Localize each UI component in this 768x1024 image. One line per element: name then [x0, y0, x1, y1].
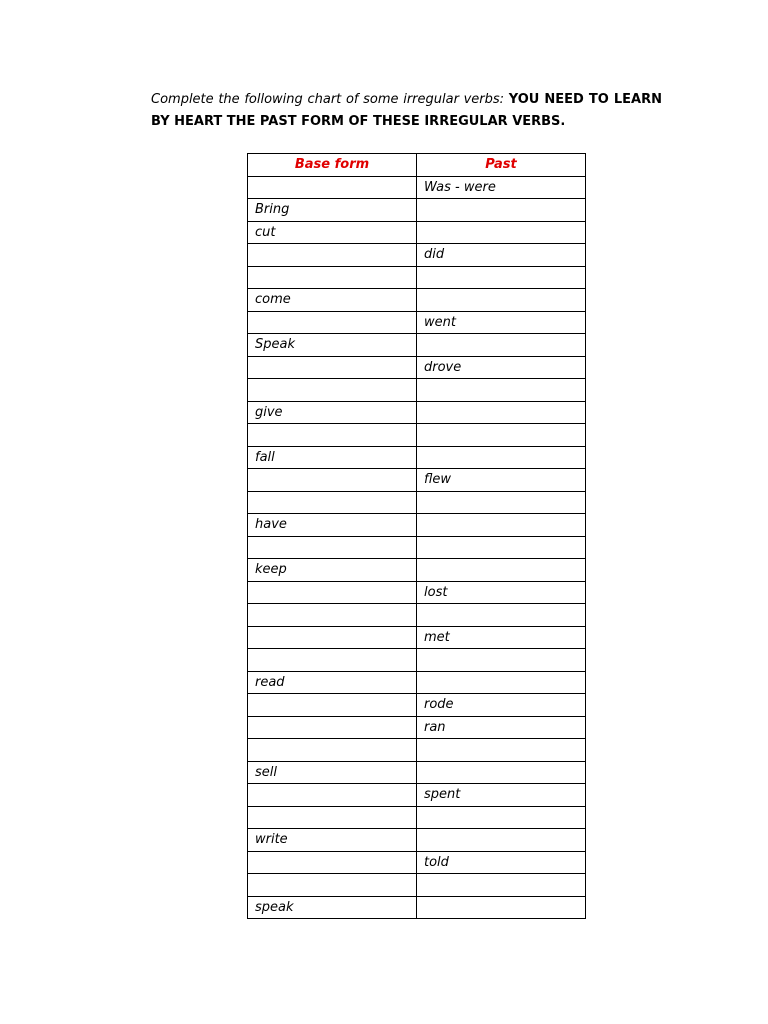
past-form-cell[interactable] — [417, 874, 586, 897]
instructions-emphasis: YOU NEED TO LEARN BY HEART THE PAST FORM OF THESE IRREGULAR VERBS. — [151, 92, 662, 129]
past-form-cell[interactable] — [417, 559, 586, 582]
base-form-cell[interactable]: have — [248, 514, 417, 537]
table-row — [248, 221, 586, 244]
irregular-verbs-table — [247, 153, 586, 919]
past-form-cell[interactable] — [417, 739, 586, 762]
table-row — [248, 491, 586, 514]
instructions-intro: Complete the following chart of some irregular verbs: — [151, 92, 505, 107]
table-row — [248, 739, 586, 762]
base-form-cell[interactable] — [248, 424, 417, 447]
table-row — [248, 896, 586, 919]
base-form-cell[interactable]: write — [248, 829, 417, 852]
base-form-cell[interactable] — [248, 266, 417, 289]
past-form-cell[interactable] — [417, 221, 586, 244]
base-form-cell[interactable] — [248, 244, 417, 267]
table-row — [248, 289, 586, 312]
past-form-cell[interactable] — [417, 266, 586, 289]
past-form-cell[interactable] — [417, 401, 586, 424]
past-form-cell[interactable] — [417, 671, 586, 694]
past-form-cell[interactable]: flew — [417, 469, 586, 492]
past-form-cell[interactable]: rode — [417, 694, 586, 717]
base-form-cell[interactable] — [248, 784, 417, 807]
table-row — [248, 334, 586, 357]
past-form-cell[interactable]: spent — [417, 784, 586, 807]
table-row — [248, 874, 586, 897]
instructions-paragraph — [151, 89, 662, 133]
past-form-cell[interactable]: lost — [417, 581, 586, 604]
table-body — [248, 176, 586, 919]
base-form-cell[interactable] — [248, 581, 417, 604]
base-form-cell[interactable] — [248, 649, 417, 672]
table-row — [248, 244, 586, 267]
past-form-cell[interactable] — [417, 649, 586, 672]
past-form-cell[interactable]: met — [417, 626, 586, 649]
past-form-cell[interactable] — [417, 199, 586, 222]
table-row — [248, 199, 586, 222]
past-form-cell[interactable] — [417, 446, 586, 469]
table-header-row — [248, 154, 586, 177]
table-row — [248, 424, 586, 447]
past-form-cell[interactable] — [417, 761, 586, 784]
table-row — [248, 694, 586, 717]
table-row — [248, 311, 586, 334]
base-form-cell[interactable]: keep — [248, 559, 417, 582]
table-row — [248, 649, 586, 672]
past-form-cell[interactable] — [417, 424, 586, 447]
base-form-cell[interactable] — [248, 356, 417, 379]
table-row — [248, 806, 586, 829]
table-row — [248, 446, 586, 469]
past-form-cell[interactable] — [417, 491, 586, 514]
table-row — [248, 266, 586, 289]
past-form-cell[interactable] — [417, 289, 586, 312]
past-form-cell[interactable]: went — [417, 311, 586, 334]
table-row — [248, 559, 586, 582]
table-row — [248, 536, 586, 559]
base-form-cell[interactable] — [248, 604, 417, 627]
past-form-cell[interactable] — [417, 334, 586, 357]
past-form-cell[interactable] — [417, 536, 586, 559]
table-row — [248, 784, 586, 807]
table-row — [248, 671, 586, 694]
table-row — [248, 851, 586, 874]
base-form-cell[interactable] — [248, 626, 417, 649]
base-form-cell[interactable] — [248, 806, 417, 829]
base-form-cell[interactable] — [248, 491, 417, 514]
base-form-cell[interactable] — [248, 176, 417, 199]
base-form-cell[interactable]: read — [248, 671, 417, 694]
past-form-cell[interactable] — [417, 829, 586, 852]
past-form-cell[interactable]: did — [417, 244, 586, 267]
past-form-cell[interactable]: drove — [417, 356, 586, 379]
table-row — [248, 716, 586, 739]
table-row — [248, 401, 586, 424]
past-form-cell[interactable]: ran — [417, 716, 586, 739]
past-form-cell[interactable] — [417, 379, 586, 402]
base-form-cell[interactable] — [248, 694, 417, 717]
past-form-cell[interactable] — [417, 806, 586, 829]
table-row — [248, 626, 586, 649]
base-form-cell[interactable] — [248, 311, 417, 334]
base-form-cell[interactable]: give — [248, 401, 417, 424]
table-row — [248, 176, 586, 199]
base-form-cell[interactable]: sell — [248, 761, 417, 784]
base-form-cell[interactable] — [248, 536, 417, 559]
table-row — [248, 581, 586, 604]
table-row — [248, 829, 586, 852]
base-form-cell[interactable]: come — [248, 289, 417, 312]
base-form-cell[interactable] — [248, 851, 417, 874]
past-form-cell[interactable] — [417, 514, 586, 537]
base-form-cell[interactable] — [248, 379, 417, 402]
base-form-cell[interactable] — [248, 874, 417, 897]
past-form-cell[interactable] — [417, 604, 586, 627]
past-form-cell[interactable]: told — [417, 851, 586, 874]
base-form-cell[interactable] — [248, 739, 417, 762]
table-row — [248, 604, 586, 627]
past-form-cell[interactable] — [417, 896, 586, 919]
base-form-cell[interactable]: cut — [248, 221, 417, 244]
table-row — [248, 379, 586, 402]
base-form-cell[interactable] — [248, 469, 417, 492]
header-past: Past — [417, 154, 586, 177]
table-row — [248, 469, 586, 492]
base-form-cell[interactable]: Bring — [248, 199, 417, 222]
table-row — [248, 761, 586, 784]
table-row — [248, 514, 586, 537]
base-form-cell[interactable]: fall — [248, 446, 417, 469]
base-form-cell[interactable] — [248, 716, 417, 739]
header-base-form: Base form — [248, 154, 417, 177]
base-form-cell[interactable]: Speak — [248, 334, 417, 357]
table-row — [248, 356, 586, 379]
base-form-cell[interactable]: speak — [248, 896, 417, 919]
past-form-cell[interactable]: Was - were — [417, 176, 586, 199]
